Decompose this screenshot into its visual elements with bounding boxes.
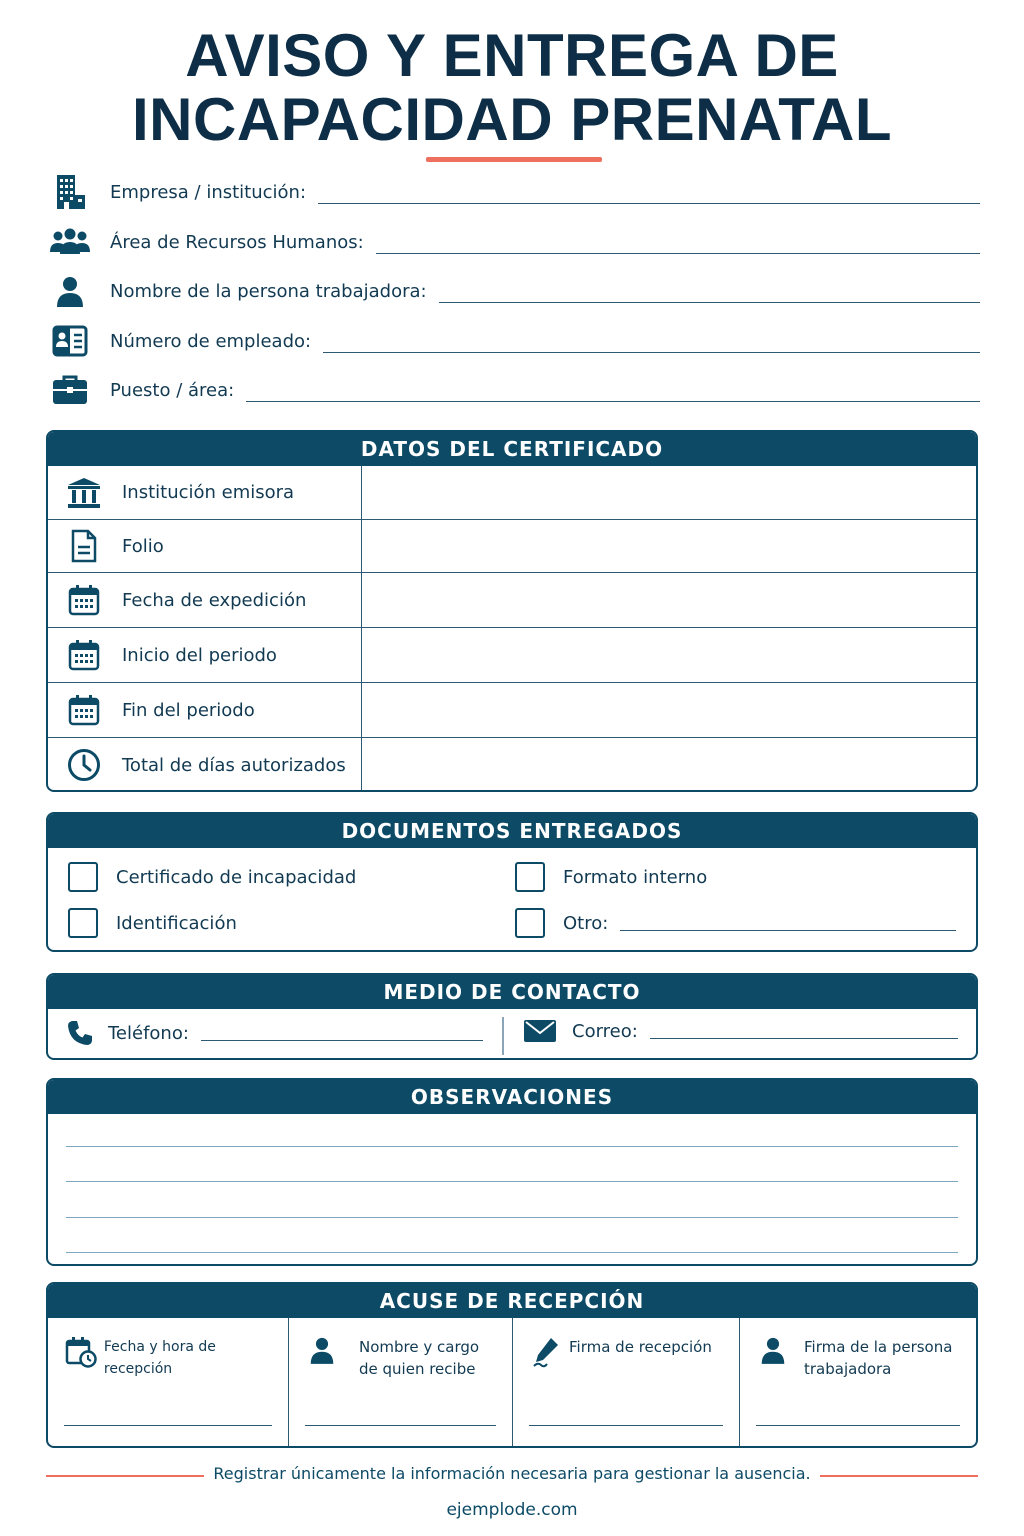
section-heading: DOCUMENTOS ENTREGADOS	[48, 814, 976, 848]
checkbox-other[interactable]	[515, 908, 956, 938]
pen-signature-icon	[529, 1336, 563, 1370]
checkbox-box[interactable]	[68, 862, 98, 892]
checkbox-label: Formato interno	[563, 866, 708, 888]
row-label: Fecha de expedición	[122, 589, 307, 611]
checkbox-label: Identificación	[116, 912, 237, 934]
title-line-2: INCAPACIDAD PRENATAL	[132, 86, 892, 153]
table-row	[48, 519, 976, 572]
checkbox-label: Otro:	[563, 912, 609, 934]
clock-icon	[64, 745, 104, 785]
document-icon	[64, 526, 104, 566]
table-row	[48, 682, 976, 737]
certificate-section	[46, 430, 978, 792]
section-heading: DATOS DEL CERTIFICADO	[48, 432, 976, 466]
issuing-institution-value[interactable]	[362, 466, 976, 519]
phone-input-line[interactable]	[201, 1040, 483, 1041]
observation-line	[66, 1146, 958, 1147]
ack-column-worker-signature	[739, 1318, 976, 1448]
field-label: Número de empleado:	[110, 331, 312, 352]
contact-section	[46, 973, 978, 1060]
documents-section	[46, 812, 978, 952]
receiver-signature-line[interactable]	[305, 1425, 496, 1426]
building-icon	[48, 172, 92, 212]
person-icon	[756, 1336, 790, 1370]
checkbox-box[interactable]	[515, 862, 545, 892]
position-input-line[interactable]	[246, 401, 980, 402]
observations-section	[46, 1078, 978, 1266]
table-row	[48, 466, 976, 519]
person-icon	[305, 1336, 339, 1370]
section-heading: ACUSE DE RECEPCIÓN	[48, 1284, 976, 1318]
ack-label: Firma de recepción	[569, 1338, 712, 1356]
field-label: Puesto / área:	[110, 380, 235, 401]
reception-signature-line[interactable]	[529, 1425, 723, 1426]
ack-column-receiver	[288, 1318, 512, 1448]
people-group-icon	[48, 222, 92, 262]
row-label: Fin del periodo	[122, 699, 255, 721]
certificate-table	[48, 466, 976, 792]
field-label: Área de Recursos Humanos:	[110, 232, 364, 253]
observation-line	[66, 1217, 958, 1218]
folio-value[interactable]	[362, 520, 976, 572]
footer-note	[0, 1462, 1024, 1488]
field-position	[48, 370, 980, 410]
person-icon	[48, 271, 92, 311]
field-hr-area	[48, 222, 980, 262]
checkbox-identification[interactable]	[68, 908, 237, 938]
calendar-icon	[64, 690, 104, 730]
contact-divider	[502, 1017, 504, 1055]
field-worker-name	[48, 271, 980, 311]
field-label: Nombre de la persona trabajadora:	[110, 281, 427, 302]
ack-label: Nombre y cargo de quien recibe	[359, 1338, 480, 1378]
phone-label: Teléfono:	[108, 1022, 189, 1044]
institution-icon	[64, 473, 104, 513]
id-card-icon	[48, 321, 92, 361]
table-row	[48, 737, 976, 792]
issue-date-value[interactable]	[362, 573, 976, 627]
phone-field	[66, 1019, 483, 1047]
checkbox-certificate[interactable]	[68, 862, 356, 892]
period-start-value[interactable]	[362, 628, 976, 682]
ack-label: Fecha y hora de recepción	[103, 1339, 216, 1377]
observation-line	[66, 1181, 958, 1182]
worker-signature-line[interactable]	[756, 1425, 960, 1426]
employee-number-input-line[interactable]	[323, 352, 980, 353]
acknowledgement-section	[46, 1282, 978, 1448]
envelope-icon	[524, 1019, 556, 1043]
hr-area-input-line[interactable]	[376, 253, 980, 254]
company-input-line[interactable]	[318, 203, 980, 204]
checkbox-box[interactable]	[515, 908, 545, 938]
checkbox-box[interactable]	[68, 908, 98, 938]
calendar-clock-icon	[64, 1336, 98, 1370]
email-input-line[interactable]	[650, 1038, 958, 1039]
period-end-value[interactable]	[362, 683, 976, 737]
briefcase-icon	[48, 370, 92, 410]
calendar-icon	[64, 635, 104, 675]
observations-lines[interactable]	[48, 1114, 976, 1264]
title-line-1: AVISO Y ENTREGA DE	[185, 22, 839, 89]
page-title	[0, 24, 1024, 152]
phone-icon	[66, 1019, 94, 1047]
datetime-signature-line[interactable]	[64, 1425, 272, 1426]
checkbox-internal-form[interactable]	[515, 862, 707, 892]
footer-rule-right	[820, 1475, 978, 1477]
ack-column-reception-signature	[512, 1318, 739, 1448]
title-underline	[426, 157, 602, 162]
field-company	[48, 172, 980, 212]
observation-line	[66, 1252, 958, 1253]
email-field	[524, 1019, 958, 1043]
checkbox-label: Certificado de incapacidad	[116, 866, 357, 888]
row-label: Folio	[122, 535, 164, 557]
section-heading: OBSERVACIONES	[48, 1080, 976, 1114]
total-days-value[interactable]	[362, 738, 976, 792]
field-label: Empresa / institución:	[110, 182, 307, 203]
ack-label: Firma de la persona trabajadora	[804, 1338, 953, 1378]
row-label: Total de días autorizados	[122, 754, 346, 776]
other-input-line[interactable]	[620, 930, 956, 931]
ack-column-datetime	[48, 1318, 288, 1448]
table-row	[48, 572, 976, 627]
table-row	[48, 627, 976, 682]
worker-name-input-line[interactable]	[439, 302, 980, 303]
footer-note-text: Registrar únicamente la información necesaria para gestionar la ausencia.	[213, 1464, 811, 1483]
calendar-icon	[64, 580, 104, 620]
footer-site: ejemplode.com	[446, 1500, 578, 1520]
section-heading: MEDIO DE CONTACTO	[48, 975, 976, 1009]
field-employee-number	[48, 321, 980, 361]
email-label: Correo:	[572, 1020, 638, 1042]
row-label: Institución emisora	[122, 482, 295, 503]
row-label: Inicio del periodo	[122, 644, 277, 666]
